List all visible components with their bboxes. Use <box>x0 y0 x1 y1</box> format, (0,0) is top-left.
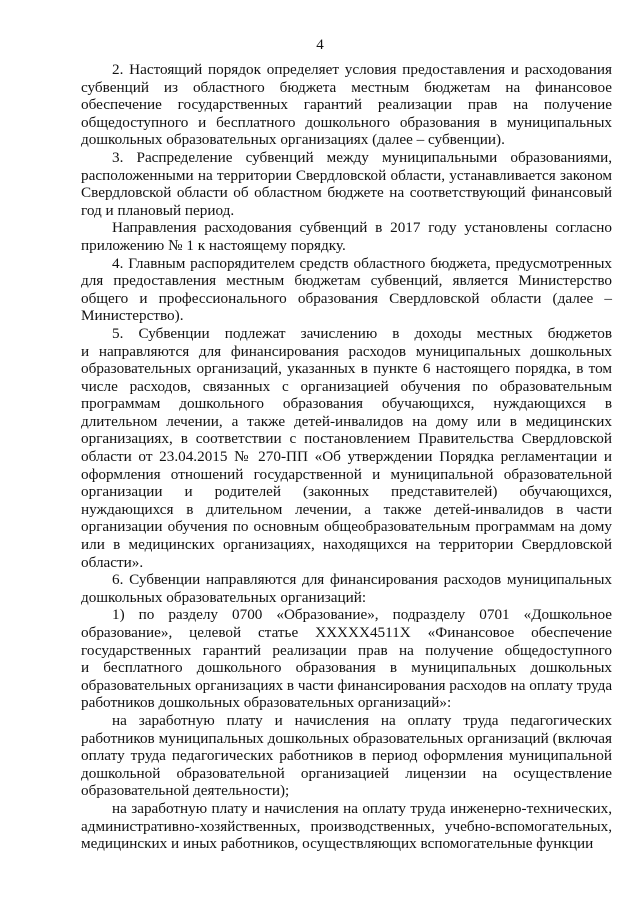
text-line: общедоступного и бесплатного дошкольного образования в муниципальных <box>81 113 612 131</box>
paragraph <box>81 325 612 571</box>
text-line: 3. Распределение субвенций между муниципальными образованиями, <box>112 148 612 166</box>
text-line: программам дошкольного образования обучающихся, нуждающихся в <box>81 395 612 413</box>
text-line: общего и профессионального образования Свердловской области (далее – <box>81 289 612 307</box>
text-line: оформления отношений государственной и муниципальной образовательной <box>81 465 612 483</box>
text-line: области». <box>81 553 144 571</box>
paragraph <box>81 712 612 800</box>
text-line: области от 23.04.2015 № 270-ПП «Об утверждении Порядка регламентации и <box>81 448 612 466</box>
text-line: организациях, в соответствии с постановлением Правительства Свердловской <box>81 430 612 448</box>
text-line: субвенций из областного бюджета местным бюджетам на финансовое <box>81 78 612 96</box>
paragraph <box>81 571 612 606</box>
text-line: 1) по разделу 0700 «Образование», подразделу 0701 «Дошкольное <box>112 606 612 624</box>
document-body <box>81 61 612 853</box>
text-line: образование», целевой статье XXXXX4511X «Финансовое обеспечение <box>81 624 612 641</box>
text-line: Свердловской области об областном бюджете на соответствующий финансовый <box>81 184 612 202</box>
text-line: 6. Субвенции направляются для финансирования расходов муниципальных <box>112 571 612 589</box>
text-line: год и плановый период. <box>81 201 235 219</box>
text-line: дошкольной образовательной организацией лицензии на осуществление <box>81 764 612 782</box>
text-line: Направления расходования субвенций в 2017 году установлены согласно <box>112 219 612 237</box>
text-line: на заработную плату и начисления на оплату труда педагогических <box>112 711 612 729</box>
text-line: образовательных организаций, указанных в пункте 6 настоящего порядка, в том <box>81 360 612 378</box>
paragraph <box>81 255 612 325</box>
text-line: медицинских и иных работников, осуществляющих вспомогательные функции <box>81 835 594 853</box>
text-line: работников дошкольных образовательных организаций»: <box>81 694 452 712</box>
text-line: административно-хозяйственных, производственных, учебно-вспомогательных, <box>81 817 612 835</box>
text-line: числе расходов, связанных с организацией обучения по образовательным <box>81 377 612 395</box>
text-line: для предоставления местным бюджетам субвенций, является Министерство <box>81 272 612 290</box>
text-line: организации и родителей (законных представителей) обучающихся, <box>81 483 612 501</box>
text-line: дошкольных образовательных организациях (далее – субвенции). <box>81 131 505 149</box>
text-line: образовательных организациях в части финансирования расходов на оплату труда <box>81 676 613 694</box>
text-line: 5. Субвенции подлежат зачислению в доходы местных бюджетов <box>112 324 612 342</box>
text-line: образовательной деятельности); <box>81 782 290 800</box>
text-line: приложению № 1 к настоящему порядку. <box>81 236 346 254</box>
text-line: или в медицинских организациях, находящихся на территории Свердловской <box>81 536 612 554</box>
text-line: работников муниципальных дошкольных образовательных организаций (включая <box>81 729 612 747</box>
paragraph <box>81 606 612 712</box>
text-line: 4. Главным распорядителем средств областного бюджета, предусмотренных <box>112 254 612 272</box>
text-line: длительном лечении, а также детей-инвалидов на дому или в медицинских <box>81 412 612 430</box>
text-line: Министерство). <box>81 307 184 325</box>
paragraph <box>81 149 612 219</box>
text-line: организации обучения по основным общеобразовательным программам на дому <box>81 518 612 536</box>
text-line: государственных гарантий реализации прав на получение общедоступного <box>81 641 612 659</box>
text-line: нуждающихся в длительном лечении, а также детей-инвалидов в части <box>81 500 612 518</box>
paragraph <box>81 219 612 254</box>
text-line: дошкольных образовательных организаций: <box>81 588 367 606</box>
page-number: 4 <box>316 37 324 53</box>
text-line: 2. Настоящий порядок определяет условия предоставления и расходования <box>112 61 612 78</box>
text-line: на заработную плату и начисления на оплату труда инженерно-технических, <box>112 799 612 817</box>
text-line: оплату труда педагогических работников в период оформления муниципальной <box>81 747 612 765</box>
text-line: расположенными на территории Свердловской области, устанавливается законом <box>81 166 612 184</box>
text-line: и бесплатного дошкольного образования в муниципальных дошкольных <box>81 659 612 677</box>
text-line: обеспечение государственных гарантий реализации прав на получение <box>81 96 612 114</box>
paragraph <box>81 61 612 149</box>
text-line: и направляются для финансирования расходов муниципальных дошкольных <box>81 342 612 360</box>
paragraph <box>81 800 612 853</box>
